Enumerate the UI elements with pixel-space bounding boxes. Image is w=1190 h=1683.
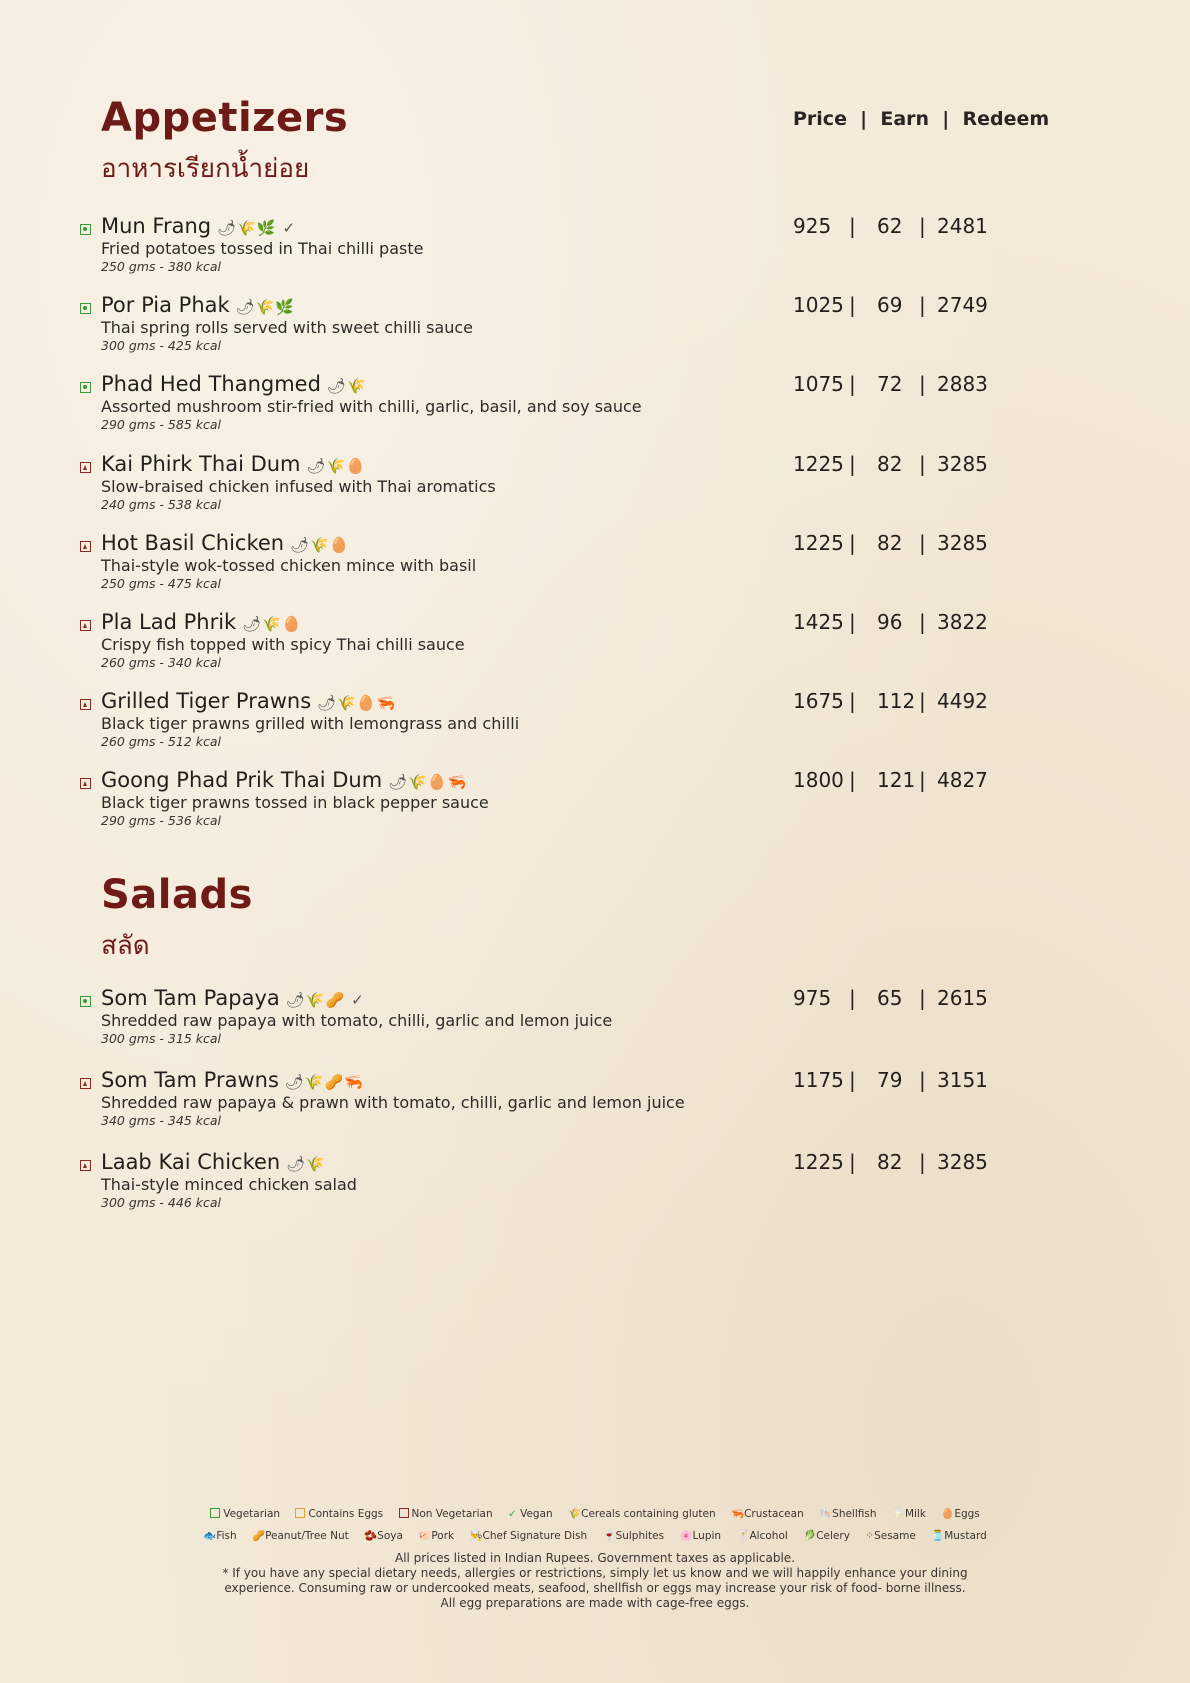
- item-name: Grilled Tiger Prawns: [101, 689, 312, 713]
- legend-row-1: [150, 1507, 1040, 1520]
- separator: |: [849, 372, 856, 396]
- item-redeem: 3822: [937, 610, 988, 634]
- separator: |: [849, 689, 856, 713]
- lupin-icon: 🌸: [679, 1530, 693, 1542]
- item-earn: 82: [877, 1150, 903, 1174]
- non-vegetarian-icon: [80, 620, 91, 631]
- legend-pork: 🐖Pork: [418, 1530, 455, 1542]
- item-portion: 260 gms - 340 kcal: [101, 655, 221, 670]
- item-portion: 290 gms - 536 kcal: [101, 813, 221, 828]
- allergen-icons: 🌶🌾: [286, 1155, 326, 1173]
- item-price: 925: [793, 214, 832, 238]
- allergen-icons: 🌶🌾🌿: [235, 298, 296, 316]
- separator: |: [919, 768, 926, 792]
- mustard-icon: 🫙: [931, 1530, 945, 1542]
- item-portion: 300 gms - 315 kcal: [101, 1031, 221, 1046]
- item-name: Som Tam Papaya: [101, 986, 280, 1010]
- item-name-wrap: [101, 214, 296, 238]
- item-redeem: 3285: [937, 452, 988, 476]
- item-description: Crispy fish topped with spicy Thai chilli sauce: [101, 635, 465, 654]
- menu-item: [80, 452, 1020, 526]
- pork-icon: 🐖: [418, 1530, 432, 1542]
- separator: |: [919, 986, 926, 1010]
- chef-hat-icon: 👨‍🍳: [469, 1530, 483, 1542]
- item-description: Assorted mushroom stir-fried with chilli, garlic, basil, and soy sauce: [101, 397, 642, 416]
- item-description: Shredded raw papaya with tomato, chilli, garlic and lemon juice: [101, 1011, 613, 1030]
- non-vegetarian-icon: [80, 1078, 91, 1089]
- legend-lupin: 🌸Lupin: [679, 1530, 722, 1542]
- item-portion: 340 gms - 345 kcal: [101, 1113, 221, 1128]
- menu-item: [80, 372, 1020, 446]
- section-title-salads: Salads: [101, 872, 253, 918]
- legend-sesame: ⁘Sesame: [865, 1530, 916, 1542]
- legend-fish: 🐟Fish: [203, 1530, 237, 1542]
- item-name-wrap: [101, 1068, 370, 1092]
- soya-icon: 🫘: [364, 1530, 378, 1542]
- separator: |: [919, 531, 926, 555]
- legend-soya: 🫘Soya: [364, 1530, 403, 1542]
- item-price: 1225: [793, 531, 844, 555]
- separator: |: [919, 214, 926, 238]
- legend-shellfish: 🐚Shellfish: [819, 1508, 877, 1520]
- menu-item: [80, 531, 1020, 605]
- item-description: Thai-style minced chicken salad: [101, 1175, 357, 1194]
- item-earn: 121: [877, 768, 916, 792]
- item-earn: 69: [877, 293, 903, 317]
- separator: |: [919, 610, 926, 634]
- allergen-icons: 🌶🌾🥜: [285, 991, 346, 1009]
- item-earn: 79: [877, 1068, 903, 1092]
- footer-line-eggs: All egg preparations are made with cage-free eggs.: [440, 1596, 750, 1610]
- item-portion: 300 gms - 446 kcal: [101, 1195, 221, 1210]
- item-name: Laab Kai Chicken: [101, 1150, 281, 1174]
- menu-item: [80, 986, 1020, 1060]
- contains-eggs-icon: [295, 1508, 305, 1518]
- separator: |: [919, 1150, 926, 1174]
- menu-item: [80, 1150, 1020, 1224]
- item-redeem: 2481: [937, 214, 988, 238]
- vegetarian-icon: [80, 224, 91, 235]
- item-redeem: 2615: [937, 986, 988, 1010]
- vegetarian-icon: [80, 303, 91, 314]
- separator: |: [919, 372, 926, 396]
- separator: |: [849, 1068, 856, 1092]
- item-description: Slow-braised chicken infused with Thai aromatics: [101, 477, 496, 496]
- menu-item: [80, 293, 1020, 367]
- legend-vegetarian: Vegetarian: [210, 1508, 280, 1520]
- item-name: Goong Phad Prik Thai Dum: [101, 768, 383, 792]
- section-thai-salads: สลัด: [101, 931, 150, 961]
- vegetarian-icon: [210, 1508, 220, 1518]
- separator: |: [849, 452, 856, 476]
- item-earn: 82: [877, 452, 903, 476]
- legend-eggs: 🥚Eggs: [941, 1508, 980, 1520]
- vegan-icon: ✓: [507, 1508, 517, 1520]
- legend-vegan: ✓ Vegan: [507, 1508, 553, 1520]
- item-name: Pla Lad Phrik: [101, 610, 237, 634]
- sulphites-icon: 🍷: [602, 1530, 616, 1542]
- legend-milk: 🥛Milk: [891, 1508, 926, 1520]
- separator: |: [849, 1150, 856, 1174]
- item-earn: 72: [877, 372, 903, 396]
- allergen-icons: 🌶🌾🥚: [306, 457, 366, 475]
- column-header: Price | Earn | Redeem: [793, 108, 1050, 130]
- allergen-icons: 🌶🌾🥚: [242, 615, 302, 633]
- item-portion: 290 gms - 585 kcal: [101, 417, 221, 432]
- section-thai-appetizers: อาหารเรียกน้ำย่อย: [101, 154, 310, 184]
- allergen-icons: 🌶🌾🥚🦐: [388, 773, 468, 791]
- legend-mustard: 🫙Mustard: [931, 1530, 987, 1542]
- eggs-icon: 🥚: [941, 1508, 955, 1520]
- separator: |: [919, 293, 926, 317]
- milk-icon: 🥛: [891, 1508, 905, 1520]
- item-portion: 250 gms - 475 kcal: [101, 576, 221, 591]
- vegetarian-icon: [80, 996, 91, 1007]
- item-redeem: 3285: [937, 531, 988, 555]
- separator: |: [849, 768, 856, 792]
- item-name: Som Tam Prawns: [101, 1068, 279, 1092]
- item-name: Por Pia Phak: [101, 293, 230, 317]
- allergen-icons: 🌶🌾: [326, 377, 367, 395]
- legend-non-vegetarian: Non Vegetarian: [399, 1508, 493, 1520]
- item-description: Shredded raw papaya & prawn with tomato, chilli, garlic and lemon juice: [101, 1093, 685, 1112]
- legend-celery: 🥬Celery: [803, 1530, 850, 1542]
- item-name-wrap: [101, 293, 301, 317]
- item-name-wrap: [101, 372, 373, 396]
- separator: |: [849, 531, 856, 555]
- item-portion: 260 gms - 512 kcal: [101, 734, 221, 749]
- menu-item: [80, 689, 1020, 763]
- legend-nut: 🥜Peanut/Tree Nut: [251, 1530, 349, 1542]
- footer-notes: [150, 1551, 1040, 1611]
- separator: |: [919, 452, 926, 476]
- item-description: Black tiger prawns grilled with lemongrass and chilli: [101, 714, 520, 733]
- item-earn: 62: [877, 214, 903, 238]
- vegetarian-icon: [80, 382, 91, 393]
- non-vegetarian-icon: [80, 699, 91, 710]
- item-name-wrap: [101, 1150, 332, 1174]
- sesame-icon: ⁘: [865, 1530, 875, 1542]
- item-name: Hot Basil Chicken: [101, 531, 285, 555]
- item-description: Fried potatoes tossed in Thai chilli paste: [101, 239, 424, 258]
- item-name-wrap: [101, 610, 308, 634]
- non-vegetarian-icon: [399, 1508, 409, 1518]
- legend-gluten: 🌾Cereals containing gluten: [568, 1508, 716, 1520]
- item-description: Thai spring rolls served with sweet chilli sauce: [101, 318, 474, 337]
- non-vegetarian-icon: [80, 462, 91, 473]
- item-portion: 240 gms - 538 kcal: [101, 497, 221, 512]
- item-redeem: 3151: [937, 1068, 988, 1092]
- item-description: Thai-style wok-tossed chicken mince with basil: [101, 556, 477, 575]
- separator: |: [849, 986, 856, 1010]
- legend-chef-signature: 👨‍🍳Chef Signature Dish: [469, 1530, 588, 1542]
- separator: |: [919, 1068, 926, 1092]
- item-portion: 250 gms - 380 kcal: [101, 259, 221, 274]
- item-price: 1675: [793, 689, 844, 713]
- legend-contains-eggs: Contains Eggs: [295, 1508, 383, 1520]
- celery-icon: 🥬: [803, 1530, 817, 1542]
- allergen-icons: 🌶🌾🥚🦐: [317, 694, 397, 712]
- item-price: 1175: [793, 1068, 844, 1092]
- menu-item: [80, 214, 1020, 288]
- fish-icon: 🐟: [203, 1530, 217, 1542]
- separator: |: [849, 214, 856, 238]
- legend-sulphites: 🍷Sulphites: [602, 1530, 665, 1542]
- footer-line-prices: All prices listed in Indian Rupees. Government taxes as applicable.: [394, 1551, 796, 1565]
- item-name: Phad Hed Thangmed: [101, 372, 321, 396]
- item-redeem: 2883: [937, 372, 988, 396]
- item-name-wrap: [101, 986, 365, 1010]
- item-name-wrap: [101, 689, 402, 713]
- item-price: 1025: [793, 293, 844, 317]
- footer-line-risk: experience. Consuming raw or undercooked meats, seafood, shellfish or eggs may increase your risk of food- borne illness.: [224, 1581, 966, 1595]
- item-redeem: 4492: [937, 689, 988, 713]
- shellfish-icon: 🐚: [819, 1508, 833, 1520]
- item-name-wrap: [101, 452, 372, 476]
- item-portion: 300 gms - 425 kcal: [101, 338, 221, 353]
- gluten-icon: 🌾: [568, 1508, 582, 1520]
- item-earn: 82: [877, 531, 903, 555]
- item-price: 975: [793, 986, 832, 1010]
- section-title-appetizers: Appetizers: [101, 95, 349, 141]
- non-vegetarian-icon: [80, 1160, 91, 1171]
- item-earn: 112: [877, 689, 916, 713]
- nut-icon: 🥜: [251, 1530, 266, 1542]
- non-vegetarian-icon: [80, 541, 91, 552]
- menu-item: [80, 1068, 1020, 1142]
- item-price: 1075: [793, 372, 844, 396]
- allergen-icons: 🌶🌾🥜🦐: [284, 1073, 364, 1091]
- item-redeem: 2749: [937, 293, 988, 317]
- item-name-wrap: [101, 768, 473, 792]
- separator: |: [919, 689, 926, 713]
- separator: |: [849, 293, 856, 317]
- item-description: Black tiger prawns tossed in black pepper sauce: [101, 793, 489, 812]
- menu-item: [80, 610, 1020, 684]
- legend-alcohol: 🍸Alcohol: [736, 1530, 788, 1542]
- item-name: Kai Phirk Thai Dum: [101, 452, 301, 476]
- footer-line-dietary: * If you have any special dietary needs, allergies or restrictions, simply let us know and we will happily enhance your dining: [222, 1566, 968, 1580]
- crustacean-icon: 🦐: [731, 1508, 745, 1520]
- item-price: 1225: [793, 452, 844, 476]
- non-vegetarian-icon: [80, 778, 91, 789]
- separator: |: [849, 610, 856, 634]
- alcohol-icon: 🍸: [736, 1530, 750, 1542]
- item-earn: 96: [877, 610, 903, 634]
- item-name: Mun Frang: [101, 214, 212, 238]
- menu-item: [80, 768, 1020, 842]
- item-redeem: 3285: [937, 1150, 988, 1174]
- item-price: 1800: [793, 768, 844, 792]
- item-redeem: 4827: [937, 768, 988, 792]
- item-price: 1225: [793, 1150, 844, 1174]
- item-name-wrap: [101, 531, 356, 555]
- vegan-icon: ✓: [282, 219, 297, 237]
- vegan-icon: ✓: [351, 991, 365, 1009]
- legend-crustacean: 🦐Crustacean: [731, 1508, 804, 1520]
- allergen-icons: 🌶🌾🌿: [217, 219, 277, 237]
- legend-row-2: [150, 1529, 1040, 1542]
- allergen-icons: 🌶🌾🥚: [290, 536, 350, 554]
- item-earn: 65: [877, 986, 903, 1010]
- item-price: 1425: [793, 610, 844, 634]
